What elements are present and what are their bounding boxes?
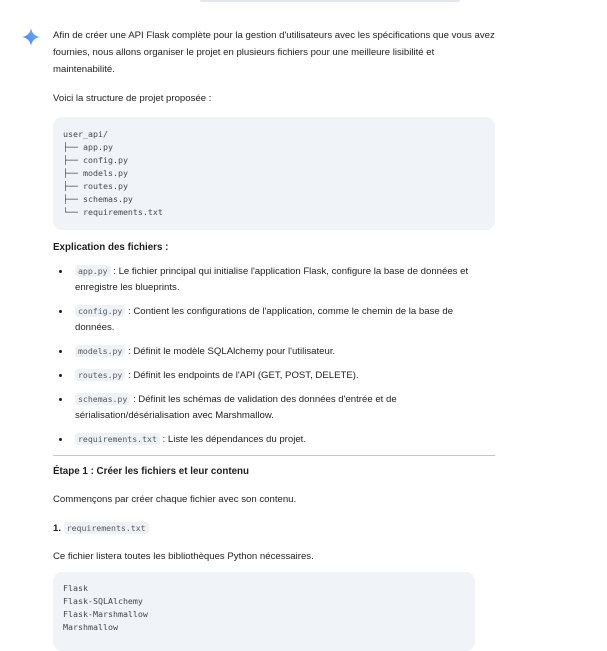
list-item	[53, 303, 495, 336]
code-line: ├── schemas.py	[63, 194, 133, 204]
inline-code: routes.py	[75, 369, 125, 381]
intro-paragraph: Afin de créer une API Flask complète pour la gestion d'utilisateurs avec les spécifications que vous avez fournies, nous allons organiser le projet en plusieurs fichiers pour une meilleure lisibilité et maintenabilité.	[53, 30, 495, 75]
structure-label: Voici la structure de projet proposée :	[53, 93, 212, 104]
inline-code: requirements.txt	[64, 522, 149, 534]
code-line: Flask-SQLAlchemy	[63, 596, 143, 606]
list-item	[53, 263, 495, 296]
requirements-code-block-wrapper	[53, 572, 475, 642]
inline-code: requirements.txt	[75, 433, 160, 445]
inline-code: schemas.py	[75, 393, 130, 405]
inline-code: app.py	[75, 265, 111, 277]
list-item-text: : Contient les configurations de l'application, comme le chemin de la base de données.	[75, 306, 454, 333]
code-line: ├── models.py	[63, 168, 128, 178]
code-line: user_api/	[63, 129, 108, 139]
step1-heading: Étape 1 : Créer les fichiers et leur contenu	[53, 466, 250, 477]
response-content	[53, 27, 495, 575]
gemini-sparkle-icon	[22, 28, 40, 46]
list-item	[53, 391, 495, 424]
list-item-text: : Définit le modèle SQLAlchemy pour l'utilisateur.	[125, 346, 336, 357]
divider	[53, 455, 495, 456]
list-item	[53, 343, 495, 360]
step1-text: Commençons par créer chaque fichier avec son contenu.	[53, 494, 297, 505]
project-tree-code-block	[53, 117, 495, 230]
list-item-text: : Définit les endpoints de l'API (GET, POST, DELETE).	[125, 370, 359, 381]
code-line: Flask-Marshmallow	[63, 609, 148, 619]
inline-code: models.py	[75, 345, 125, 357]
list-item	[53, 431, 495, 448]
code-line: ├── config.py	[63, 155, 128, 165]
code-line: └── requirements.txt	[63, 207, 163, 217]
list-item	[53, 367, 495, 384]
code-line: Marshmallow	[63, 622, 118, 632]
list-item-text: : Le fichier principal qui initialise l'application Flask, configure la base de données et enregistre les blueprints.	[75, 266, 469, 293]
top-scroll-edge	[200, 0, 460, 2]
code-line: ├── app.py	[63, 142, 113, 152]
code-line: ├── routes.py	[63, 181, 128, 191]
code-line: Flask	[63, 583, 88, 593]
item-number: 1.	[53, 523, 62, 534]
inline-code: config.py	[75, 305, 125, 317]
file-list	[53, 263, 495, 448]
step1-item	[53, 520, 495, 537]
item-description: Ce fichier listera toutes les bibliothèques Python nécessaires.	[53, 551, 314, 562]
list-item-text: : Liste les dépendances du projet.	[159, 434, 307, 445]
explanation-heading: Explication des fichiers :	[53, 242, 169, 253]
list-item-text: : Définit les schémas de validation des données d'entrée et de sérialisation/désérialisation avec Marshmallow.	[75, 394, 397, 421]
requirements-code-block	[53, 572, 475, 651]
